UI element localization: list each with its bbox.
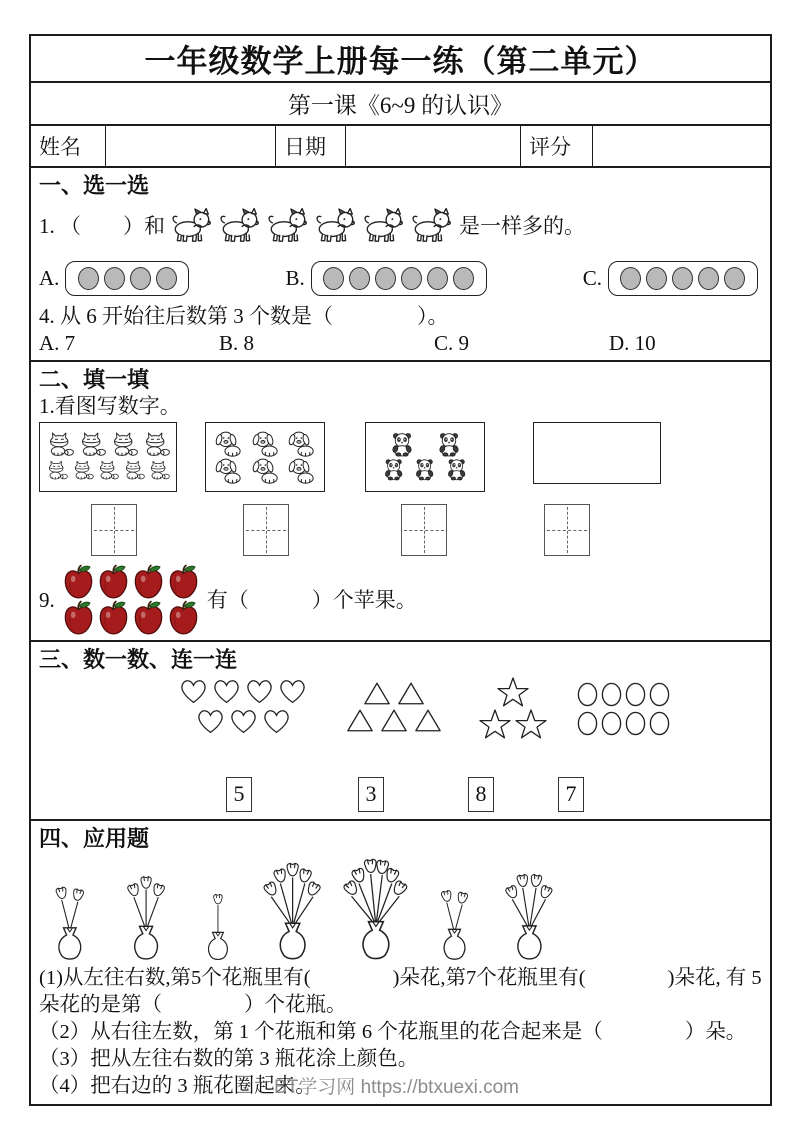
vase-row xyxy=(39,854,762,962)
counter-dot xyxy=(427,267,448,290)
apple-icon xyxy=(97,600,130,636)
circle-icon xyxy=(648,710,671,737)
icon-row xyxy=(477,709,549,739)
writing-grid[interactable] xyxy=(91,504,137,556)
q4-choice[interactable]: A. 7 xyxy=(39,331,76,355)
option-B[interactable] xyxy=(285,261,486,296)
circle-icon xyxy=(576,710,599,737)
panda-icon xyxy=(413,457,436,482)
cat-icon xyxy=(96,457,120,483)
section3-heading: 三、数一数、连一连 xyxy=(39,647,238,672)
site-footer: BT学习网 https://btxuexi.com xyxy=(274,1077,519,1098)
puppy-icon xyxy=(251,457,280,484)
vase-icon xyxy=(260,860,325,962)
icon-row xyxy=(343,708,445,733)
dog-strip xyxy=(168,208,456,244)
apple-icon xyxy=(132,564,165,600)
flower-vase xyxy=(342,856,410,962)
section-count-connect xyxy=(31,642,770,821)
apple-grid xyxy=(61,564,201,636)
puppy-icon xyxy=(251,430,280,457)
apple-icon xyxy=(167,600,200,636)
icon-row xyxy=(177,677,309,705)
counter-dot xyxy=(698,267,719,290)
heart-icon xyxy=(195,707,226,735)
dog-icon xyxy=(217,208,263,244)
icon-row xyxy=(495,677,531,707)
panda-icon xyxy=(389,432,415,457)
number-box[interactable]: 8 xyxy=(468,777,494,812)
dog-icon xyxy=(361,208,407,244)
cat-icon xyxy=(45,431,75,457)
q4-choice[interactable]: D. 10 xyxy=(609,331,656,355)
q1-text-after: 是一样多的。 xyxy=(459,213,585,238)
section-word-problems xyxy=(31,821,770,1104)
vase-icon xyxy=(41,872,99,962)
word-problem: (1)从左往右数,第5个花瓶里有( )朵花,第7个花瓶里有( )朵花, 有 5 朵花的是第（ ）个花瓶。 xyxy=(39,967,767,1016)
section2-q1-label: 1.看图写数字。 xyxy=(39,394,181,418)
section-fill xyxy=(31,362,770,642)
cat-icon xyxy=(122,457,146,483)
star-icon xyxy=(515,709,547,739)
icon-row xyxy=(44,431,172,457)
q4-choice[interactable]: B. 8 xyxy=(219,331,255,355)
heart-icon xyxy=(277,677,308,705)
q1-options xyxy=(39,253,762,303)
q4-choice[interactable]: C. 9 xyxy=(434,331,470,355)
icon-row xyxy=(210,457,320,484)
cat-picture-box xyxy=(39,422,177,492)
counter-dot xyxy=(349,267,370,290)
dog-icon xyxy=(409,208,455,244)
counter-dot xyxy=(453,267,474,290)
q9-text-after: 有（ ）个苹果。 xyxy=(206,587,417,612)
apple-icon xyxy=(62,600,95,636)
name-label: 姓名 xyxy=(31,126,106,166)
dot-box xyxy=(311,261,487,296)
vase-icon xyxy=(342,856,410,962)
counter-dot xyxy=(646,267,667,290)
panda-icon xyxy=(445,457,468,482)
triangle-icon xyxy=(397,681,425,706)
icon-row xyxy=(210,430,320,457)
cat-icon xyxy=(141,431,171,457)
icon-row xyxy=(360,681,428,706)
flower-vase xyxy=(193,884,243,962)
question-1 xyxy=(39,199,762,253)
puppy-icon xyxy=(287,457,316,484)
heart-icon xyxy=(178,677,209,705)
dot-box xyxy=(608,261,758,296)
writing-grid[interactable] xyxy=(243,504,289,556)
panda-picture-box xyxy=(365,422,485,492)
section4-heading: 四、应用题 xyxy=(39,826,150,851)
counter-dot xyxy=(401,267,422,290)
icon-row xyxy=(44,457,172,483)
vase-icon xyxy=(116,868,176,962)
word-problem: （4）把右边的 3 瓶花圈起来。 xyxy=(39,1075,316,1097)
date-label: 日期 xyxy=(276,126,346,166)
question-4: 4. 从 6 开始往后数第 3 个数是（ ）。 xyxy=(39,304,449,328)
icon-row xyxy=(194,707,293,735)
triangle-group xyxy=(343,677,445,733)
vase-icon xyxy=(427,876,482,962)
worksheet xyxy=(29,34,772,1106)
counter-dot xyxy=(78,267,99,290)
apple-icon xyxy=(62,564,95,600)
writing-grid[interactable] xyxy=(401,504,447,556)
counter-dot xyxy=(323,267,344,290)
name-input-cell[interactable] xyxy=(106,126,276,166)
flower-vase xyxy=(260,860,325,962)
dot-box xyxy=(65,261,189,296)
option-label: C. xyxy=(582,265,602,290)
icon-row xyxy=(370,457,480,482)
question-9 xyxy=(39,564,762,636)
icon-row xyxy=(61,600,201,636)
option-C[interactable] xyxy=(583,261,758,296)
q9-number: 9. xyxy=(39,587,55,612)
apple-icon xyxy=(167,564,200,600)
icon-row xyxy=(575,681,671,708)
vase-icon xyxy=(193,884,243,962)
number-box[interactable]: 5 xyxy=(226,777,252,812)
q4-choices xyxy=(39,330,762,356)
counter-dot xyxy=(620,267,641,290)
star-group xyxy=(477,677,549,739)
icon-row xyxy=(370,432,480,457)
triangle-icon xyxy=(346,708,374,733)
cat-icon xyxy=(77,431,107,457)
section2-heading: 二、填一填 xyxy=(39,367,150,392)
counter-dot xyxy=(104,267,125,290)
empty-picture-box xyxy=(533,422,661,484)
counter-dot xyxy=(375,267,396,290)
counter-dot xyxy=(156,267,177,290)
word-problem: （3）把从左往右数的第 3 瓶花涂上颜色。 xyxy=(39,1048,419,1070)
heart-icon xyxy=(228,707,259,735)
circle-icon xyxy=(624,681,647,708)
number-box[interactable]: 3 xyxy=(358,777,384,812)
heart-icon xyxy=(261,707,292,735)
dog-icon xyxy=(265,208,311,244)
star-icon xyxy=(497,677,529,707)
word-problem: （2）从右往左数，第 1 个花瓶和第 6 个花瓶里的花合起来是（ ）朵。 xyxy=(39,1021,747,1043)
icon-row xyxy=(61,564,201,600)
flower-vase xyxy=(427,876,482,962)
puppy-picture-box xyxy=(205,422,325,492)
triangle-icon xyxy=(414,708,442,733)
picture-boxes-row xyxy=(39,422,762,494)
vase-icon xyxy=(499,867,560,962)
flower-vase xyxy=(116,868,176,962)
panda-icon xyxy=(436,432,462,457)
number-boxes-row xyxy=(39,773,762,815)
section-choose xyxy=(31,168,770,362)
heart-icon xyxy=(211,677,242,705)
q1-text-before: 1. （ ）和 xyxy=(39,213,165,238)
counter-dot xyxy=(130,267,151,290)
score-input-cell[interactable] xyxy=(593,126,770,166)
option-A[interactable] xyxy=(39,261,189,296)
cat-icon xyxy=(147,457,171,483)
apple-icon xyxy=(97,564,130,600)
dog-icon xyxy=(169,208,215,244)
counter-dot xyxy=(724,267,745,290)
cat-icon xyxy=(109,431,139,457)
page-title: 一年级数学上册每一练（第二单元） xyxy=(31,36,770,83)
cat-icon xyxy=(71,457,95,483)
writing-grid[interactable] xyxy=(544,504,590,556)
number-box[interactable]: 7 xyxy=(558,777,584,812)
lesson-subtitle: 第一课《6~9 的认识》 xyxy=(31,83,770,126)
section1-heading: 一、选一选 xyxy=(39,173,150,198)
option-label: A. xyxy=(39,265,60,290)
counter-dot xyxy=(672,267,693,290)
puppy-icon xyxy=(214,457,243,484)
shape-groups-row xyxy=(39,677,762,773)
circle-group xyxy=(575,677,671,737)
icon-row xyxy=(575,710,671,737)
triangle-icon xyxy=(363,681,391,706)
flower-vase xyxy=(41,872,99,962)
triangle-icon xyxy=(380,708,408,733)
writing-grids-row xyxy=(39,504,762,558)
heart-icon xyxy=(244,677,275,705)
puppy-icon xyxy=(214,430,243,457)
cat-icon xyxy=(45,457,69,483)
info-row xyxy=(31,126,770,168)
circle-icon xyxy=(624,710,647,737)
circle-icon xyxy=(600,710,623,737)
dog-icon xyxy=(313,208,359,244)
circle-icon xyxy=(648,681,671,708)
puppy-icon xyxy=(287,430,316,457)
flower-vase xyxy=(499,867,560,962)
star-icon xyxy=(479,709,511,739)
score-label: 评分 xyxy=(521,126,593,166)
circle-icon xyxy=(576,681,599,708)
heart-group xyxy=(177,677,309,735)
date-input-cell[interactable] xyxy=(346,126,521,166)
apple-icon xyxy=(132,600,165,636)
circle-icon xyxy=(600,681,623,708)
option-label: B. xyxy=(285,265,305,290)
panda-icon xyxy=(382,457,405,482)
